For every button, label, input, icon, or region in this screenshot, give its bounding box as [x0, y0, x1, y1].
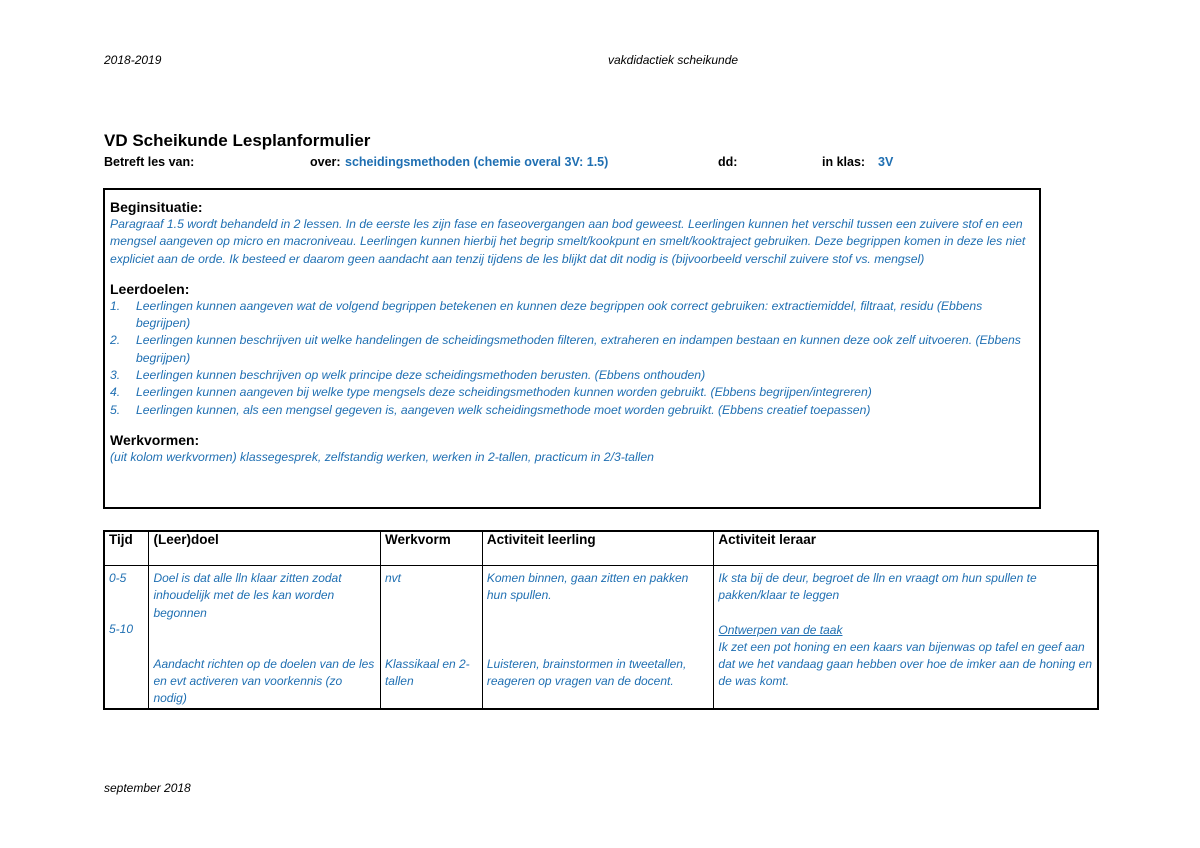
leerdoelen-title: Leerdoelen: — [110, 280, 190, 297]
col-header-tijd: Tijd — [104, 531, 149, 566]
betreft-label: Betreft les van: — [104, 155, 195, 169]
footer-date: september 2018 — [104, 781, 191, 795]
activiteit-leerling-cell: Komen binnen, gaan zitten en pakken hun spullen. Luisteren, brainstormen in tweetallen, reageren op vragen van de docent. — [482, 566, 714, 709]
beginsituatie-text: Paragraaf 1.5 wordt behandeld in 2 lessen. In de eerste les zijn fase en faseovergangen aan bod geweest. Leerlingen kunnen het verschil tussen een zuivere stof en een mengsel aangeven op micro en macroniveau. Leerlingen kunnen hierbij het begrip smelt/kookpunt en smelt/kooktraject gebruiken. Deze begrippen komen in deze les niet expliciet aan de orde. Ik besteed er daarom geen aandacht aan tenzij tijdens de les blijkt dat dit nodig is (bijvoorbeeld verschil zuivere stof vs. mengsel) — [110, 217, 1026, 266]
klas-value: 3V — [878, 155, 894, 169]
table-row — [104, 566, 1098, 709]
werkvormen-title: Werkvormen: — [110, 431, 200, 448]
beginsituatie-title: Beginsituatie: — [110, 199, 203, 215]
list-item: 4. Leerlingen kunnen aangeven bij welke type mengsels deze scheidingsmethoden kunnen worden gebruikt. (Ebbens begrijpen/integreren) — [110, 385, 872, 400]
col-header-activiteit-leraar: Activiteit leraar — [714, 531, 1098, 566]
col-header-activiteit-leerling: Activiteit leerling — [482, 531, 714, 566]
col-header-werkvorm: Werkvorm — [380, 531, 482, 566]
leraar-subheading: Ontwerpen van de taak — [718, 622, 843, 637]
dd-label: dd: — [718, 155, 738, 169]
tijd-cell: 0-5 5-10 — [104, 566, 149, 709]
table-header-row — [104, 531, 1098, 566]
lesson-plan-table — [103, 530, 1099, 710]
list-item: 2. Leerlingen kunnen beschrijven uit welke handelingen de scheidingsmethoden filteren, extraheren en indampen bestaan en kunnen deze ook zelf uitvoeren. (Ebbens begrijpen) — [110, 333, 1021, 365]
lesson-meta-row — [104, 155, 1104, 173]
over-label: over: — [310, 155, 341, 169]
leerdoel-cell: Doel is dat alle lln klaar zitten zodat inhoudelijk met de les kan worden begonnen Aandacht richten op de doelen van de les en evt activeren van voorkennis (zo nodig) — [149, 566, 381, 709]
header-course: vakdidactiek scheikunde — [608, 53, 739, 67]
col-header-leerdoel: (Leer)doel — [149, 531, 381, 566]
klas-label: in klas: — [822, 155, 866, 169]
werkvorm-cell: nvt Klassikaal en 2-tallen — [380, 566, 482, 709]
activiteit-leraar-cell: Ik sta bij de deur, begroet de lln en vraagt om hun spullen te pakken/klaar te leggen Ontwerpen van de taak Ik zet een pot honing en een kaars van bijenwas op tafel en geef aan dat we het vandaag gaan hebben over hoe de imker aan de honing en de was komt. — [714, 566, 1098, 709]
list-item: 1. Leerlingen kunnen aangeven wat de volgend begrippen betekenen en kunnen deze begrippen ook correct gebruiken: extractiemiddel, filtraat, residu (Ebbens begrijpen) — [110, 298, 983, 331]
list-item: 3. Leerlingen kunnen beschrijven op welk principe deze scheidingsmethoden berusten. (Ebbens onthouden) — [110, 368, 706, 383]
lesson-info-box — [103, 188, 1041, 509]
werkvormen-text: (uit kolom werkvormen) klassegesprek, zelfstandig werken, werken in 2-tallen, practicum in 2/3-tallen — [110, 449, 654, 464]
header-year: 2018-2019 — [104, 53, 162, 67]
over-value: scheidingsmethoden (chemie overal 3V: 1.5) — [345, 155, 609, 169]
list-item: 5. Leerlingen kunnen, als een mengsel gegeven is, aangeven welk scheidingsmethode moet worden gebruikt. (Ebbens creatief toepassen) — [110, 402, 871, 417]
leerdoelen-list — [110, 298, 1033, 419]
page-title: VD Scheikunde Lesplanformulier — [104, 131, 371, 150]
